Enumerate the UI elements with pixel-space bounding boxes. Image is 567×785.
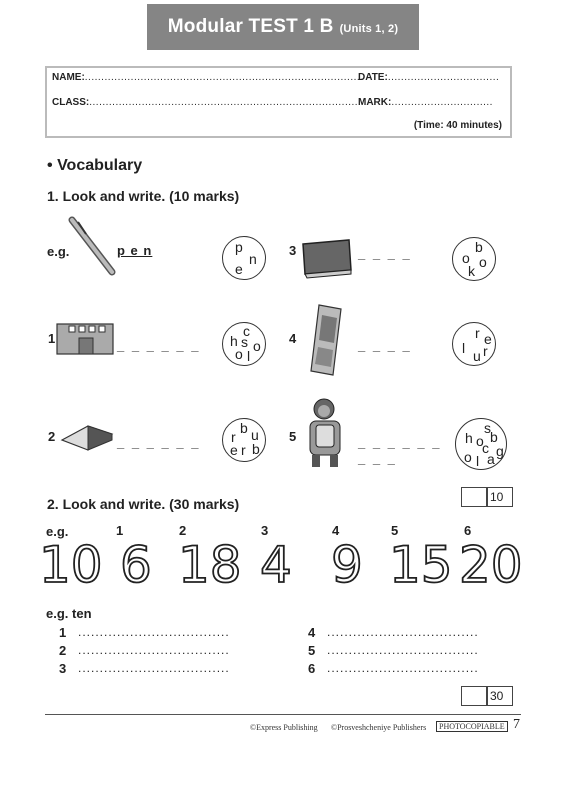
bubble-letter: r [483,343,488,359]
bubble-letter: r [475,325,480,341]
bubble-letter: b [490,429,498,445]
bubble-letter: b [475,239,483,255]
bubble-letter: u [473,348,481,364]
letter-bubble-ruler [452,322,496,366]
bubble-letter: o [253,338,261,354]
answer-number: 5 [308,643,316,658]
big-number: 6 [120,536,152,594]
letter-bubble-book [452,237,496,281]
item-number-4: 4 [289,331,297,346]
bubble-letter: o [479,254,487,270]
letter-bubble-rubber [222,418,266,462]
ex2-number: 2 [179,523,187,538]
answer-number: 6 [308,661,316,676]
page-number: 7 [513,717,520,732]
bubble-letter: l [476,453,480,469]
bubble-letter: s [484,420,491,436]
answer-number: 3 [59,661,67,676]
photocopiable-badge: PHOTOCOPIABLE [436,721,508,732]
answer-blank-1[interactable]: _ _ _ _ _ _ [117,338,201,353]
bubble-letter: p [235,239,243,255]
bubble-letter: c [243,323,250,339]
item-number-5: 5 [289,429,297,444]
bubble-letter: n [249,251,257,267]
answer-blank-5a[interactable]: _ _ _ _ _ _ [358,435,442,450]
bubble-letter: u [251,427,259,443]
answer-line-6[interactable]: ................................... [327,661,479,675]
bubble-letter: b [240,420,248,436]
answer-line-5[interactable]: ................................... [327,643,479,657]
big-number: 15 [389,536,453,594]
big-number-example: 10 [39,536,103,594]
answer-blank-2[interactable]: _ _ _ _ _ _ [117,435,201,450]
letter-bubble-pen [222,236,266,280]
answer-line-3[interactable]: ................................... [78,661,230,675]
footer-publisher-1: ©Express Publishing [250,723,318,732]
schoolbag-picture [298,395,354,469]
answer-blank-5b[interactable]: _ _ _ [358,451,397,466]
score-value: 30 [490,689,504,703]
score-box-ex2 [461,686,513,706]
letter-bubble-schoolbag [455,418,507,470]
answer-blank-3[interactable]: _ _ _ _ [358,246,412,261]
bubble-letter: a [487,451,495,467]
bubble-letter: s [241,334,248,350]
bubble-letter: e [235,261,243,277]
answer-example: e.g. ten [46,606,92,621]
bubble-letter: o [235,346,243,362]
ex2-number: 3 [261,523,269,538]
example-label: e.g. [47,244,70,259]
section-heading [47,157,142,175]
example-answer: p e n [117,243,153,258]
bubble-letter: l [247,348,251,364]
answer-line-4[interactable]: ................................... [327,625,479,639]
answer-line-1[interactable]: ................................... [78,625,230,639]
bubble-letter: l [462,340,466,356]
date-field[interactable]: DATE:.................................. [358,72,500,83]
ex2-number: 5 [391,523,399,538]
footer-divider [45,714,521,715]
ex2-example-label: e.g. [46,524,69,539]
book-picture [297,236,355,280]
bubble-letter: k [468,263,475,279]
test-title-banner [147,4,419,50]
mark-field[interactable]: MARK:............................... [358,97,493,108]
item-number-2: 2 [48,429,56,444]
school-picture [55,320,115,356]
bubble-letter: o [462,250,470,266]
exercise-2-title: 2. Look and write. (30 marks) [47,496,240,512]
ex2-number: 6 [464,523,472,538]
bubble-letter: r [231,429,236,445]
ruler-picture [307,303,347,377]
answer-number: 2 [59,643,67,658]
bubble-letter: h [465,430,473,446]
pen-picture [64,216,120,278]
ex2-number: 1 [116,523,124,538]
score-value: 10 [490,490,504,504]
bubble-letter: o [464,449,472,465]
score-box-ex1 [461,487,513,507]
bubble-letter: c [482,440,489,456]
bubble-letter: r [241,442,246,458]
name-field[interactable]: NAME:..................................................................................... [52,72,364,83]
answer-line-2[interactable]: ................................... [78,643,230,657]
bullet: • [47,157,53,174]
item-number-3: 3 [289,243,297,258]
big-number: 18 [178,536,242,594]
big-number: 4 [260,536,292,594]
bubble-letter: g [496,443,504,459]
answer-number: 4 [308,625,316,640]
class-label: CLASS: [52,97,90,108]
test-title: Modular TEST 1 B [167,16,334,37]
bubble-letter: e [230,442,238,458]
mark-label: MARK: [358,97,392,108]
bubble-letter: h [230,333,238,349]
date-label: DATE: [358,72,388,83]
rubber-picture [58,420,116,454]
big-number: 20 [459,536,523,594]
bubble-letter: b [252,441,260,457]
bubble-letter: o [476,433,484,449]
letter-bubble-school [222,322,266,366]
section-title: Vocabulary [57,157,143,174]
item-number-1: 1 [48,331,56,346]
class-field[interactable]: CLASS:................................................................................... [52,97,362,108]
time-note: (Time: 40 minutes) [413,120,502,131]
footer-publisher-2: ©Prosveshcheniye Publishers [331,723,427,732]
bubble-letter: e [484,331,492,347]
exercise-1-title: 1. Look and write. (10 marks) [47,188,240,204]
answer-blank-4[interactable]: _ _ _ _ [358,338,412,353]
ex2-number: 4 [332,523,340,538]
answer-number: 1 [59,625,67,640]
name-label: NAME: [52,72,85,83]
big-number: 9 [331,536,363,594]
student-info-box [45,66,512,138]
test-units: (Units 1, 2) [339,23,399,35]
